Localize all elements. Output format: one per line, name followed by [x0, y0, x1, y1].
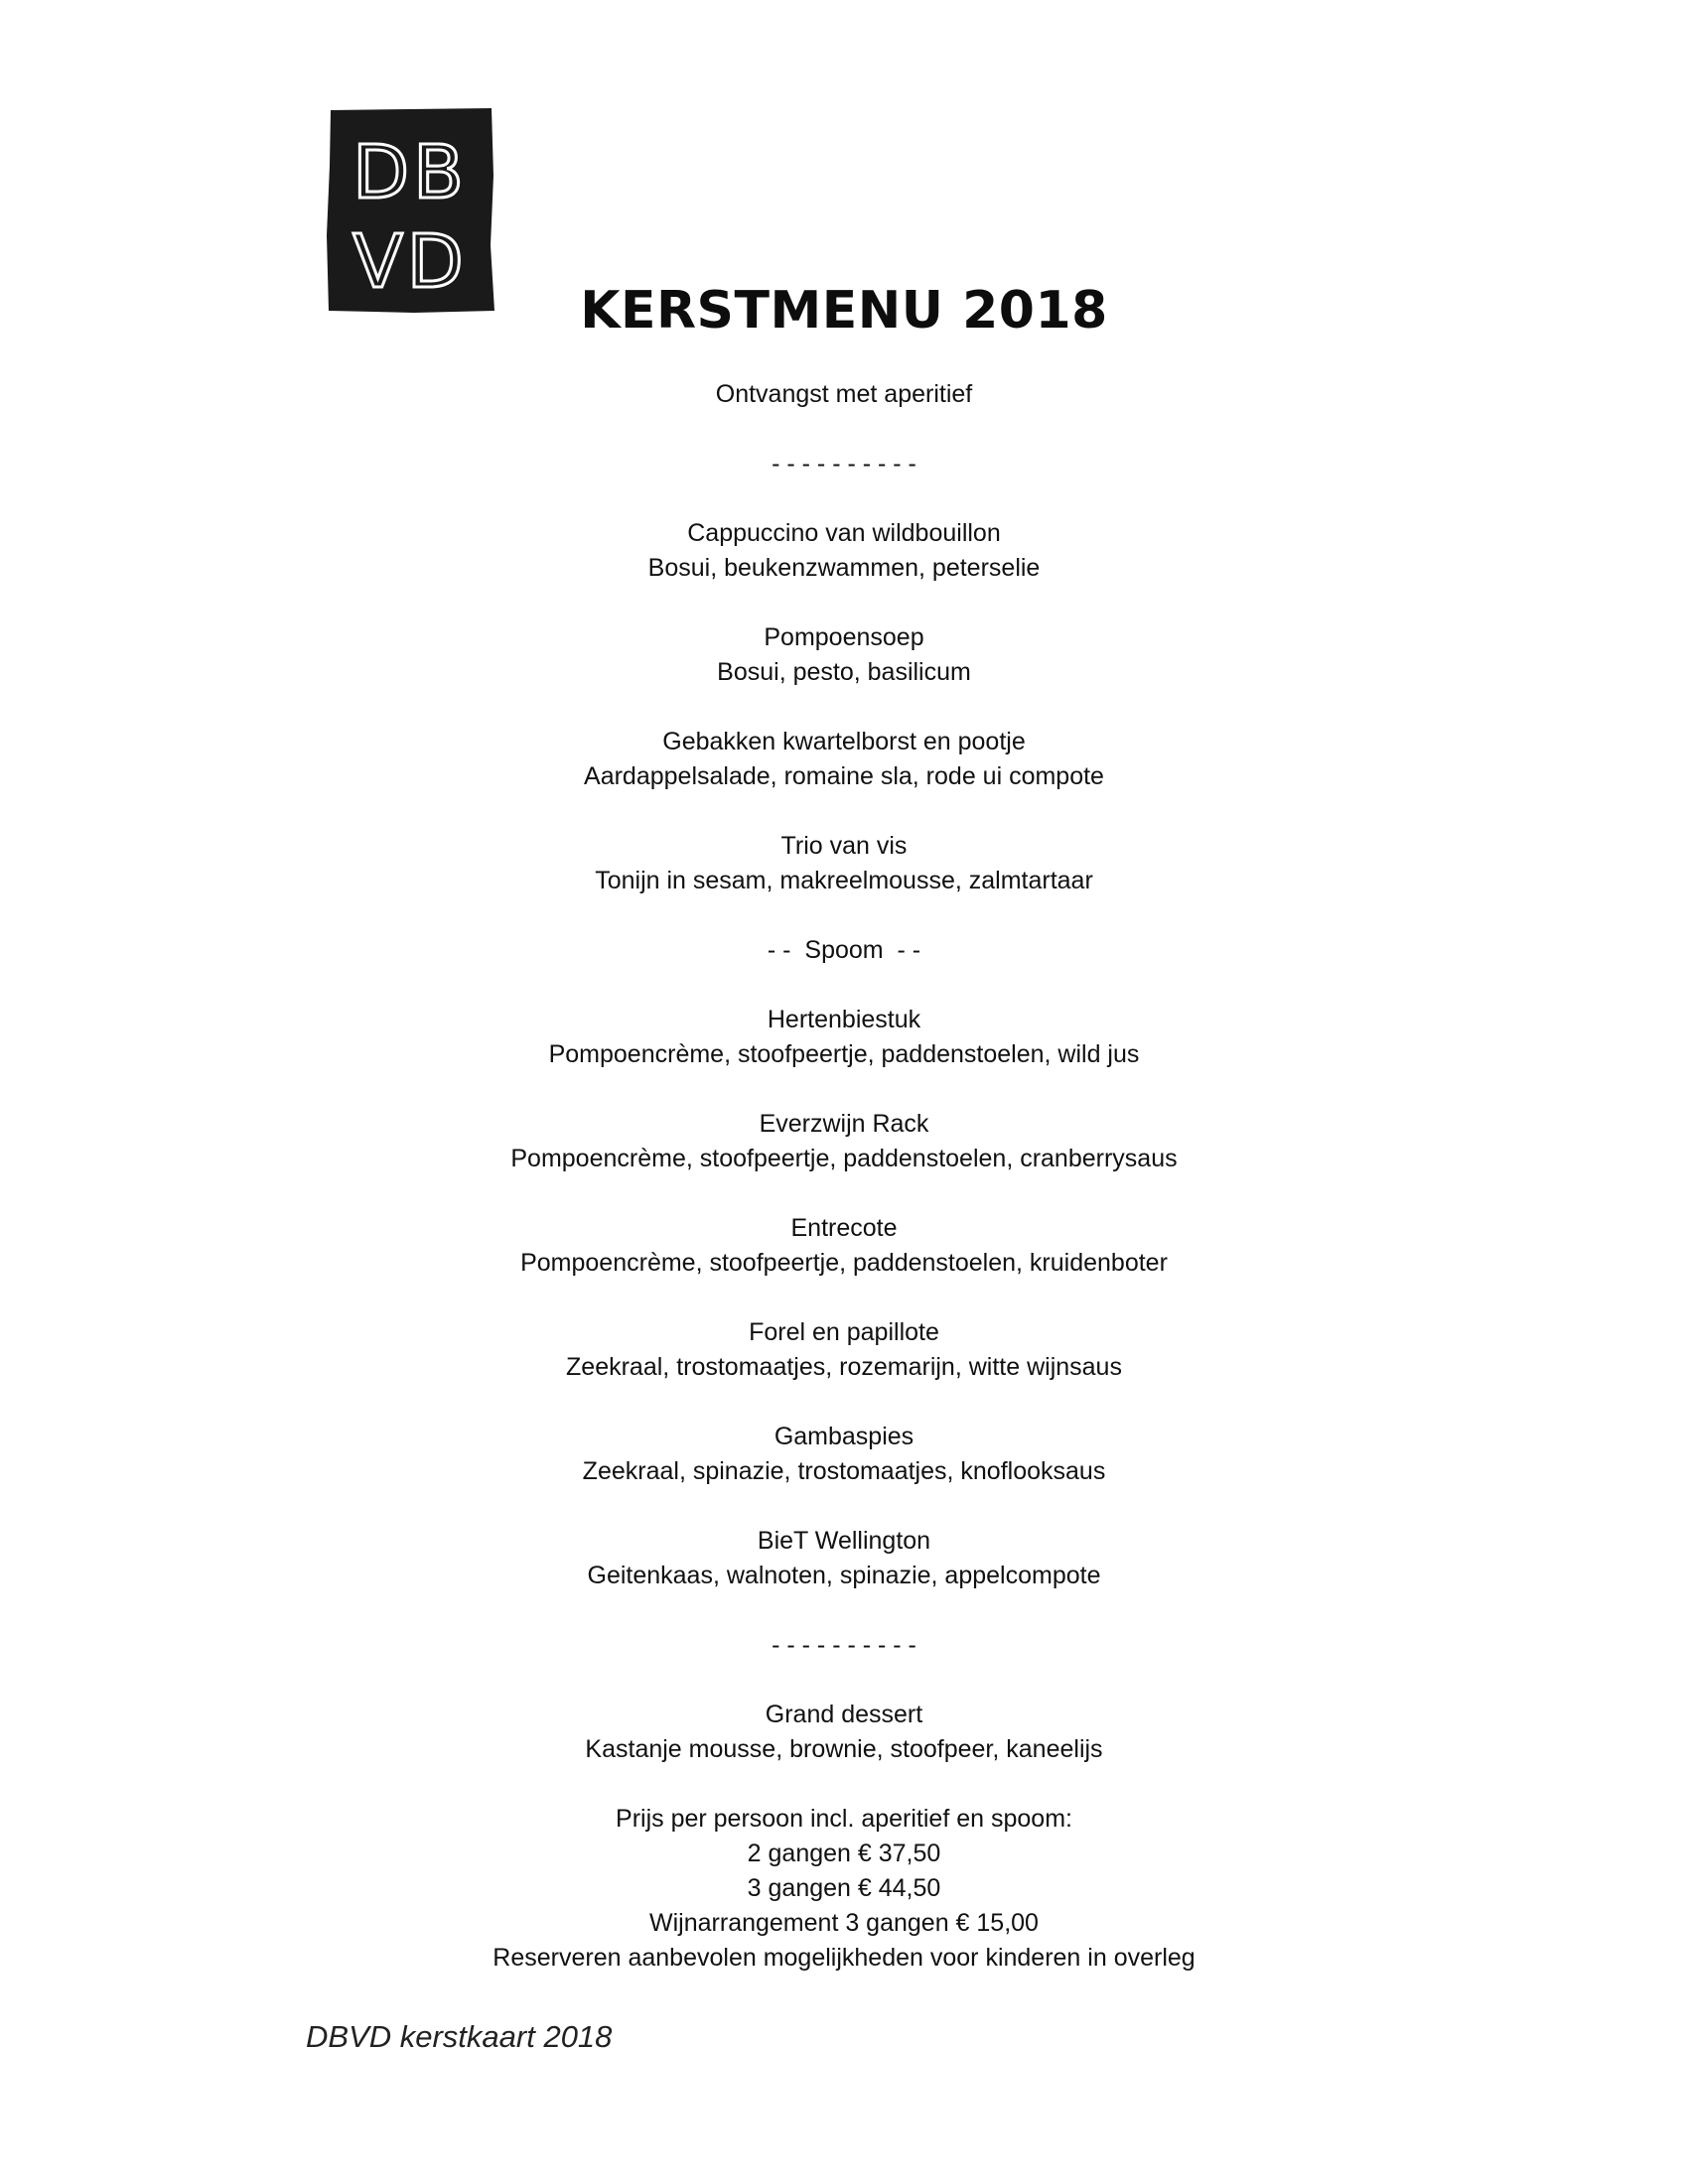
- intro-text: Ontvangst met aperitief: [715, 380, 973, 408]
- dessert-desc: Kastanje mousse, brownie, stoofpeer, kaneelijs: [585, 1735, 1103, 1763]
- dessert-name: Grand dessert: [765, 1701, 923, 1728]
- course-desc: Bosui, beukenzwammen, peterselie: [647, 554, 1041, 582]
- footer-text: DBVD kerstkaart 2018: [306, 2019, 613, 2054]
- spoom-divider: - - Spoom - -: [767, 936, 921, 964]
- logo-text-top: DB: [352, 130, 468, 215]
- course-desc: Pompoencrème, stoofpeertje, paddenstoelen, kruidenboter: [520, 1249, 1168, 1277]
- pricing-line: 2 gangen € 37,50: [747, 1840, 941, 1867]
- course-name: Gambaspies: [774, 1423, 914, 1450]
- course-desc: Tonijn in sesam, makreelmousse, zalmtartaar: [595, 867, 1093, 894]
- course-desc: Geitenkaas, walnoten, spinazie, appelcompote: [587, 1562, 1101, 1589]
- separator: - - - - - - - - - -: [772, 1631, 916, 1659]
- pricing-line: 3 gangen € 44,50: [747, 1874, 941, 1902]
- pricing-line: Wijnarrangement 3 gangen € 15,00: [649, 1909, 1039, 1937]
- course-name: Hertenbiestuk: [767, 1006, 921, 1033]
- menu-body: [0, 377, 1688, 1976]
- page-title: KERSTMENU 2018: [580, 281, 1108, 341]
- course-desc: Pompoencrème, stoofpeertje, paddenstoelen, wild jus: [548, 1040, 1140, 1068]
- course-name: Cappuccino van wildbouillon: [687, 519, 1001, 547]
- course-name: Pompoensoep: [764, 623, 924, 651]
- course-desc: Zeekraal, trostomaatjes, rozemarijn, witte wijnsaus: [566, 1353, 1122, 1381]
- course-desc: Bosui, pesto, basilicum: [717, 658, 971, 686]
- course-name: Everzwijn Rack: [759, 1110, 929, 1138]
- course-desc: Aardappelsalade, romaine sla, rode ui compote: [584, 762, 1104, 790]
- course-desc: Zeekraal, spinazie, trostomaatjes, knoflooksaus: [582, 1457, 1106, 1485]
- course-name: Forel en papillote: [749, 1318, 939, 1346]
- course-name: Trio van vis: [780, 832, 908, 860]
- course-name: BieT Wellington: [757, 1527, 931, 1555]
- logo-text-bottom: VD: [352, 219, 468, 305]
- course-name: Gebakken kwartelborst en pootje: [662, 728, 1026, 755]
- separator: - - - - - - - - - -: [772, 450, 916, 478]
- course-desc: Pompoencrème, stoofpeertje, paddenstoelen, cranberrysaus: [510, 1145, 1178, 1172]
- pricing-header: Prijs per persoon incl. aperitief en spoom:: [616, 1805, 1072, 1833]
- course-name: Entrecote: [790, 1214, 898, 1242]
- reservation-note: Reserveren aanbevolen mogelijkheden voor kinderen in overleg: [492, 1944, 1196, 1972]
